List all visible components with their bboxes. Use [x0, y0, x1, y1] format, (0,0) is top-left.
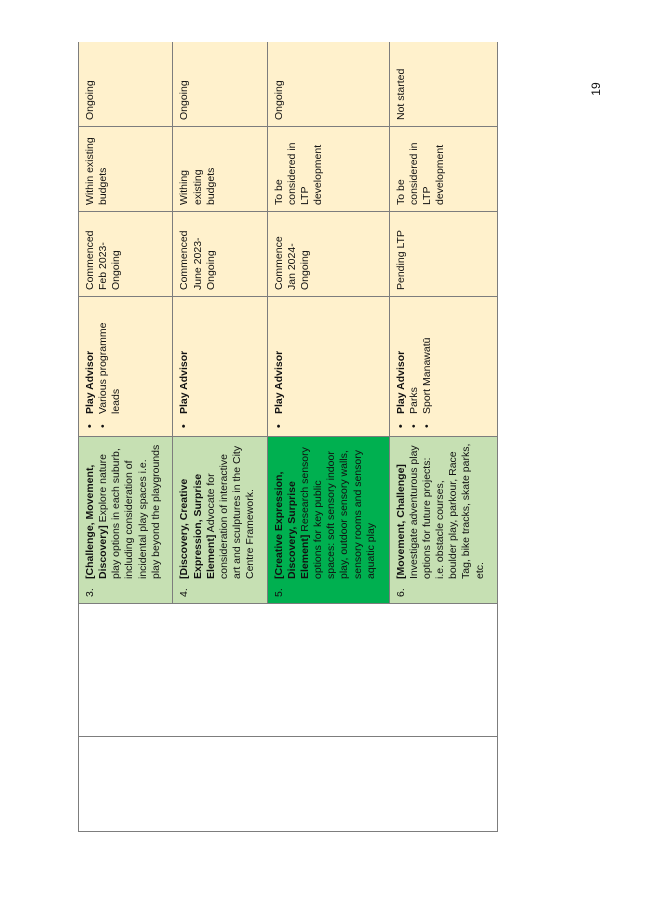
status-cell: Ongoing [173, 42, 267, 127]
lead-cell [79, 297, 173, 437]
lead-item: • Play Advisor [84, 303, 97, 414]
table-row [79, 42, 173, 832]
timeframe-cell: Commence Jan 2024-Ongoing [267, 212, 389, 297]
action-text: Explore nature play options in each suburb, including consideration of incidental play spaces i.e. play beyond the playgrounds [97, 444, 162, 579]
timeframe-cell: Commenced Feb 2023-Ongoing [79, 212, 173, 297]
timeframe-cell: Pending LTP [389, 212, 497, 297]
status-cell: Ongoing [267, 42, 389, 127]
action-cell [173, 437, 267, 604]
action-tag: [Challenge, Movement, Discovery] [84, 464, 110, 579]
budget-cell: Within existing budgets [79, 127, 173, 212]
lead-cell [389, 297, 497, 437]
status-cell: Ongoing [79, 42, 173, 127]
action-number: 4. [178, 588, 191, 597]
lead-cell [173, 297, 267, 437]
action-number: 6. [394, 588, 407, 597]
action-plan-table [78, 42, 498, 832]
action-text: Advocate for consideration of interactive art and sculptures in the City Centre Framework. [204, 445, 257, 579]
action-cell [79, 437, 173, 604]
budget-cell: To be considered in LTP development [389, 127, 497, 212]
lead-cell [267, 297, 389, 437]
action-tag: [Creative Expression, Discovery, Surprise Element] [272, 471, 312, 579]
action-plan-table-wrapper [78, 42, 498, 832]
lead-item: • Play Advisor [273, 303, 286, 414]
status-cell: Not started [389, 42, 497, 127]
empty-cell-left [79, 737, 498, 832]
action-number: 3. [84, 588, 96, 597]
action-tag: [Movement, Challenge] [394, 464, 407, 579]
lead-item: • Parks [408, 303, 421, 414]
empty-cell-middle [79, 604, 498, 737]
action-text: Investigate adventurous play options for future projects: i.e. obstacle courses, boulder play, parkour, Race Tag, bike tracks, skate parks, etc. [407, 443, 486, 579]
rotated-table-container [78, 42, 498, 832]
lead-item: • Various programme leads [97, 303, 123, 414]
budget-cell: To be considered in LTP development [267, 127, 389, 212]
action-cell-highlighted [267, 437, 389, 604]
timeframe-cell: Commenced June 2023-Ongoing [173, 212, 267, 297]
lead-item: • Play Advisor [178, 303, 191, 414]
lead-item: • Sport Manawatū [421, 303, 434, 414]
lead-item: • Play Advisor [395, 303, 408, 414]
action-tag: [Discovery, Creative Expression, Surprise Element] [178, 473, 217, 579]
action-number: 5. [272, 588, 285, 597]
action-cell [389, 437, 497, 604]
action-text: Research sensory options for key public spaces: soft sensory indoor play, outdoor sensory walls, sensory rooms and sensory aquatic play [299, 447, 377, 579]
page-number: 19 [589, 82, 603, 96]
budget-cell: Withing existing budgets [173, 127, 267, 212]
